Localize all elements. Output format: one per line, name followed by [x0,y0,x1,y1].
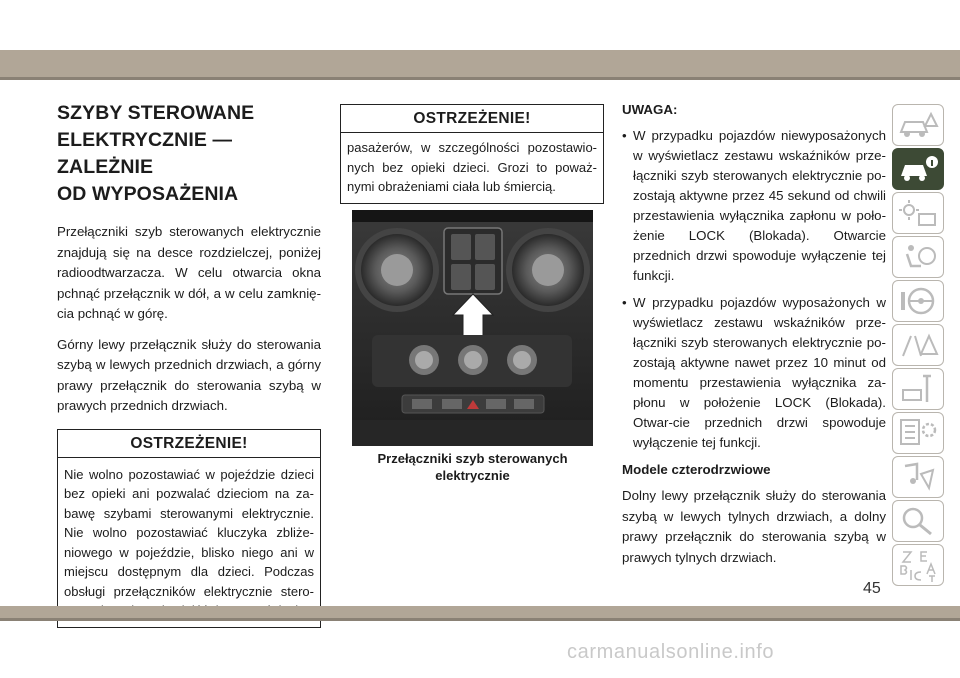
watermark[interactable]: carmanualsonline.info [567,641,775,663]
warning-text-continued: pasażerów, w szczególności pozostawio-nych bez opieki dzieci. Grozi to poważ-nymi obrażeniami ciała lub śmiercią. [347,140,597,194]
title-line-2: ELEKTRYCZNIE — ZALEŻNIE [57,129,233,178]
caption-line-1: Przełączniki szyb sterowanych [377,451,568,466]
note-list [622,126,886,453]
left-column [57,100,321,628]
tab-tools[interactable] [892,368,944,410]
note-item: • W przypadku pojazdów niewyposażonych w wyświetlacz zestawu wskaźników prze-łączniki szyb sterowanych elektrycznie po-zostają aktywne przez 45 sekund od chwili przestawienia wyłącznika zapłonu w poło-żenie LOCK (Blokada). Otwarcie przednich drzwi spowoduje wyłączenie tej funkcji. [622,126,886,286]
intro-paragraph: Przełączniki szyb sterowanych elektrycznie znajdują się na desce rozdzielczej, poniżej radioodtwarzacza. W celu otwarcia okna pchnąć przełącznik w dół, a w celu zamknię-cia pchnąć w górę. [57,224,321,321]
tab-checklist-gears[interactable] [892,412,944,454]
warning-title: OSTRZEŻENIE! [58,430,320,458]
window-switches-photo [352,210,593,446]
note-item: • W przypadku pojazdów wyposażonych w wyświetlacz zestawu wskaźników prze-łączniki szyb sterowanych elektrycznie po-zostają aktywne nawet przez 10 minut od momentu przestawienia wyłącznika za-płonu w położenie LOCK (Blokada). Otwar-cie przednich drzwi spowoduje wyłączenie tej funkcji. [622,293,886,453]
rear-switch-paragraph: Dolny lewy przełącznik służy do sterowania szybą w lewych tylnych drzwiach, a dolny prawy przełącznik do sterowania szybą w prawych tylnych drzwiach. [622,488,886,565]
search-icon [897,504,939,538]
steering-wheel-icon [897,284,939,318]
tab-steering-wheel[interactable] [892,280,944,322]
checklist-gears-icon [897,416,939,450]
tab-car-info[interactable] [892,148,944,190]
middle-column [340,104,604,204]
right-column [622,100,886,578]
header-band [0,50,960,77]
header-rule [0,77,960,80]
warning-box [57,429,321,628]
page-number: 45 [863,580,881,597]
tab-airbag-seat[interactable] [892,236,944,278]
alphabet-index-icon [897,548,939,582]
tab-media-nav[interactable] [892,456,944,498]
tools-icon [897,372,939,406]
four-door-heading: Modele czterodrzwiowe [622,462,771,477]
car-warning-icon [897,108,939,142]
front-switch-paragraph: Górny lewy przełącznik służy do sterowania szybą w lewych przednich drzwiach, a górny prawy przełącznik do sterowania szybą w prawych przednich drzwiach. [57,336,321,413]
tab-road-warning[interactable] [892,324,944,366]
dashboard-lights-icon [897,196,939,230]
warning-text: Nie wolno pozostawiać w pojeździe dzieci bez opieki ani pozwalać dzieciom na za-bawę szybami sterowanymi elektrycznie. Nie wolno pozostawiać kluczyka zbliże-niowego w pojeździe, blisko niego ani w miejscu dostępnym dla dzieci. Podczas obsługi przełączników elektrycznie stero- [64,466,314,599]
dashboard-illustration [352,210,593,446]
warning-box-continued [340,104,604,204]
caption-line-2: elektrycznie [435,468,510,483]
warning-title-continued: OSTRZEŻENIE! [341,105,603,133]
chapter-tabs [892,104,952,594]
media-nav-icon [897,460,939,494]
section-title [57,100,321,208]
road-warning-icon [897,328,939,362]
car-info-icon [897,152,939,186]
tab-car-warning[interactable] [892,104,944,146]
photo-caption [352,450,593,484]
note-title: UWAGA: [622,102,678,117]
tab-dashboard-lights[interactable] [892,192,944,234]
title-line-3: OD WYPOSAŻENIA [57,183,239,205]
tab-alphabet-index[interactable] [892,544,944,586]
footer-band [0,606,960,618]
tab-search[interactable] [892,500,944,542]
airbag-seat-icon [897,240,939,274]
title-line-1: SZYBY STEROWANE [57,102,255,124]
footer-rule [0,618,960,621]
